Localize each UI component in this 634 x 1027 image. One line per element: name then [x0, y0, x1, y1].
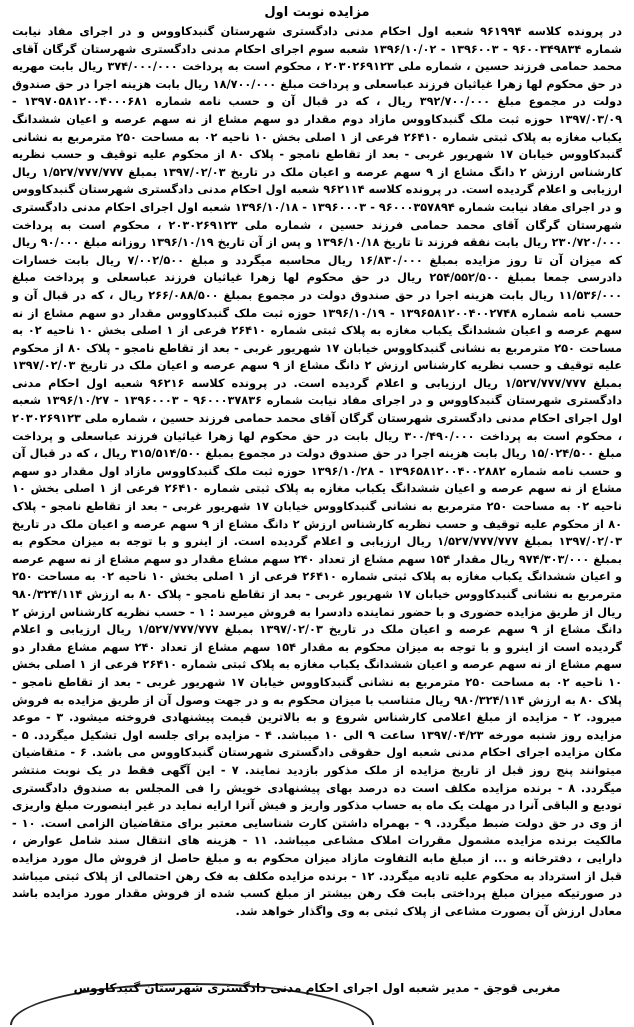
notice-signature: مغربی قوجق - مدیر شعبه اول اجرای احکام مدنی دادگستری شهرستان گنبدکاووس	[73, 981, 561, 995]
notice-body: در پرونده کلاسه ۹۶۱۹۹۴ شعبه اول احکام مدنی دادگستری شهرستان گنبدکاووس و در اجرای مفاد نیابت شماره ۹۶۰۰۳۴۹۸۳۴ - ۱۳۹۶۰۰۳ - ۱۳۹۶/۱۰/۰۲ شعبه سوم اجرای احکام مدنی دادگستری شهرستان گرگان آقای محمد حمامی فرزند حسین ، شماره ملی ۲۰۳۰۲۶۹۱۲۳ ، محکوم است به پرداخت ۳۷۴/۰۰۰/۰۰۰ ریال بابت مهریه در حق محکوم لها زهرا غیاثیان فرزند عباسعلی و پرداخت مبلغ ۱۸/۷۰۰/۰۰۰ ریال بابت هزینه اجرا در حق صندوق دولت در مجموع مبلغ ۳۹۲/۷۰۰/۰۰۰ ریال ، که در قبال آن و حسب نامه شماره ۱۳۹۷۰۵۸۱۲۰۰۴۰۰۰۶۸۱ - ۱۳۹۷/۰۳/۰۹ حوزه ثبت ملک گنبدکاووس مازاد دوم مقدار دو سهم مشاع از نه سهم عرصه و اعیان ششدانگ یکباب مغازه به پلاک ثبتی شماره ۲۶۴۱۰ فرعی از ۱ اصلی بخش ۱۰ ناحیه ۰۲ به مساحت ۲۵۰ مترمربع به نشانی گنبدکاووس خیابان ۱۷ شهریور غربی - بعد از تقاطع نامجو - پلاک ۸۰ از محکوم علیه توقیف و حسب نظریه کارشناس ارزش ۲ دانگ مشاع از ۹ سهم عرصه و اعیان ملک در تاریخ ۱۳۹۷/۰۲/۰۳ بمبلغ ۱/۵۲۷/۷۷۷/۷۷۷ ریال ارزیابی و اعلام گردیده است. در پرونده کلاسه ۹۶۲۱۱۴ شعبه اول احکام مدنی دادگستری شهرستان گنبدکاووس و در اجرای مفاد نیابت شماره ۹۶۰۰۰۳۵۷۸۹۴ - ۱۳۹۶۰۰۰۳ - ۱۳۹۶/۱۰/۱۸ شعبه اول اجرای احکام مدنی دادگستری شهرستان گرگان آقای محمد حمامی فرزند حسین ، شماره ملی ۲۰۳۰۲۶۹۱۲۳ ، محکوم است به پرداخت ۲۳۰/۷۲۰/۰۰۰ ریال بابت نفقه فرزند تا تاریخ ۱۳۹۶/۱۰/۱۸ و پس از آن تاریخ ۱۳۹۶/۱۰/۱۹ روزانه مبلغ ۹۰/۰۰۰ ریال که میزان آن تا روز مزایده بمبلغ ۱۶/۸۳۰/۰۰۰ ریال محاسبه میگردد و مبلغ ۷/۰۰۲/۵۰۰ ریال بابت خسارات دادرسی جمعا بمبلغ ۲۵۴/۵۵۲/۵۰۰ ریال در حق محکوم لها زهرا غیاثیان فرزند عباسعلی و پرداخت مبلغ ۱۱/۵۳۶/۰۰۰ ریال بابت هزینه اجرا در حق صندوق دولت در مجموع بمبلغ ۲۶۶/۰۸۸/۵۰۰ ریال ، که در قبال آن و حسب نامه شماره ۱۳۹۶۵۸۱۲۰۰۴۰۰۲۷۴۸ - ۱۳۹۶/۱۰/۱۹ حوزه ثبت ملک گنبدکاووس مقدار دو سهم مشاع از نه سهم عرصه و اعیان ششدانگ یکباب مغازه به پلاک ثبتی شماره ۲۶۴۱۰ فرعی از ۱ اصلی بخش ۱۰ ناحیه ۰۲ به مساحت ۲۵۰ مترمربع به نشانی گنبدکاووس خیابان ۱۷ شهریور غربی - بعد از تقاطع نامجو - پلاک ۸۰ از محکوم علیه توقیف و حسب نظریه کارشناس ارزش ۲ دانگ مشاع از ۹ سهم عرصه و اعیان ملک در تاریخ ۱۳۹۷/۰۲/۰۳ بمبلغ ۱/۵۲۷/۷۷۷/۷۷۷ ریال ارزیابی و اعلام گردیده است. در پرونده کلاسه ۹۶۲۱۶ شعبه اول احکام مدنی دادگستری شهرستان گنبدکاووس و در اجرای مفاد نیابت شماره ۹۶۰۰۰۳۷۸۳۶ - ۱۳۹۶۰۰۰۳ - ۱۳۹۶/۱۰/۲۷ شعبه اول اجرای احکام مدنی دادگستری شهرستان گرگان آقای محمد حمامی فرزند حسین ، شماره ملی ۲۰۳۰۲۶۹۱۲۳ ، محکوم است به پرداخت ۳۰۰/۴۹۰/۰۰۰ ریال بابت در حق محکوم لها زهرا غیاثیان فرزند عباسعلی و پرداخت مبلغ ۱۵/۰۲۴/۵۰۰ ریال بابت هزینه اجرا در حق صندوق دولت در مجموع بمبلغ ۳۱۵/۵۱۴/۵۰۰ ریال ، که در قبال آن و حسب نامه شماره ۱۳۹۶۵۸۱۲۰۰۴۰۰۲۸۸۲ - ۱۳۹۶/۱۰/۲۸ حوزه ثبت ملک گنبدکاووس مازاد اول مقدار دو سهم مشاع از نه سهم عرصه و اعیان ششدانگ یکباب مغازه به پلاک ثبتی شماره ۲۶۴۱۰ فرعی از ۱ اصلی بخش ۱۰ ناحیه ۰۲ به مساحت ۲۵۰ مترمربع به نشانی گنبدکاووس خیابان ۱۷ شهریور غربی - بعد از تقاطع نامجو - پلاک ۸۰ از محکوم علیه توقیف و حسب نظریه کارشناس ارزش ۲ دانگ مشاع از ۹ سهم عرصه و اعیان ملک در تاریخ ۱۳۹۷/۰۲/۰۳ بمبلغ ۱/۵۲۷/۷۷۷/۷۷۷ ریال ارزیابی و اعلام گردیده است. از اینرو و با توجه به میزان محکوم به بمبلغ ۹۷۴/۳۰۳/۰۰۰ ریال مقدار ۱۵۴ سهم مشاع از تعداد ۲۴۰ سهم مشاع مقدار دو سهم مشاع از نه سهم عرصه و اعیان ششدانگ یکباب مغازه به پلاک ثبتی شماره ۲۶۴۱۰ فرعی از ۱ اصلی بخش ۱۰ ناحیه ۰۲ به مساحت ۲۵۰ مترمربع به نشانی گنبدکاووس خیابان ۱۷ شهریور غربی - بعد از تقاطع نامجو - پلاک ۸۰ به ارزش ۹۸۰/۳۲۴/۱۱۴ ریال از طریق مزایده حضوری و با حضور نماینده دادسرا به فروش میرسد : ۱ - حسب نظریه کارشناس ارزش ۲ دانگ مشاع از ۹ سهم عرصه و اعیان ملک در تاریخ ۱۳۹۷/۰۲/۰۳ بمبلغ ۱/۵۲۷/۷۷۷/۷۷۷ ریال ارزیابی و اعلام گردیده است از اینرو و با توجه به میزان محکوم به مقدار ۱۵۴ سهم مشاع از تعداد ۲۴۰ سهم مشاع مقدار دو سهم مشاع از نه سهم عرصه و اعیان ششدانگ یکباب مغازه به پلاک ثبتی شماره ۲۶۴۱۰ فرعی از ۱ اصلی بخش ۱۰ ناحیه ۰۲ به مساحت ۲۵۰ مترمربع به نشانی گنبدکاووس خیابان ۱۷ شهریور غربی - بعد از تقاطع نامجو - پلاک ۸۰ به ارزش ۹۸۰/۳۲۴/۱۱۴ ریال متناسب با میزان محکوم به و در جهت وصول آن از طریق مزایده به فروش میرود. ۲ - مزایده از مبلغ اعلامی کارشناس شروع و به بالاترین قیمت پیشنهادی فروخته میشود. ۳ - موعد مزایده روز شنبه مورخه ۱۳۹۷/۰۴/۲۳ ساعت ۹ الی ۱۰ میباشد. ۴ - مزایده برای جلسه اول تشکیل میگردد. ۵ - مکان مزایده اجرای احکام مدنی شعبه اول حقوقی دادگستری شهرستان گنبدکاووس می باشد. ۶ - متقاضیان میتوانند پنج روز قبل از تاریخ مزایده از ملک مذکور بازدید نمایند. ۷ - این آگهی فقط در یک نوبت منتشر میگردد. ۸ - برنده مزایده مکلف است ده درصد بهای پیشنهادی خویش را فی المجلس به صندوق دادگستری تودیع و الباقی آنرا در مهلت یک ماه به حساب مذکور واریز و فیش آنرا ارایه نماید در غیر اینصورت مبلغ واریزی از وی در حق دولت ضبط میگردد. ۹ - بهمراه داشتن کارت شناسایی معتبر برای متقاضیان الزامی است. ۱۰ - مالکیت برنده مزایده مشمول مقررات املاک مشاعی میباشد. ۱۱ - هزینه های انتقال سند شامل عوارض ، دارایی ، دفترخانه و ... از مبلغ مابه التفاوت مازاد میزان محکوم به و مبلغ حاصل از فروش مال مورد مزایده قبل از استرداد به محکوم علیه تادیه میگردد. ۱۲ - برنده مزایده مکلف به فک رهن احتمالی از پلاک ثبتی میباشد در صورتیکه میزان مبلغ پرداختی بابت فک رهن بیشتر از مبلغ کسب شده از فروش مقدار مورد مزایده باشد معادل ارزش آن بصورت مشاعی از پلاک ثبتی به وی واگذار خواهد شد.	[12, 25, 622, 918]
notice-title: مزایده نوبت اول	[264, 5, 370, 20]
